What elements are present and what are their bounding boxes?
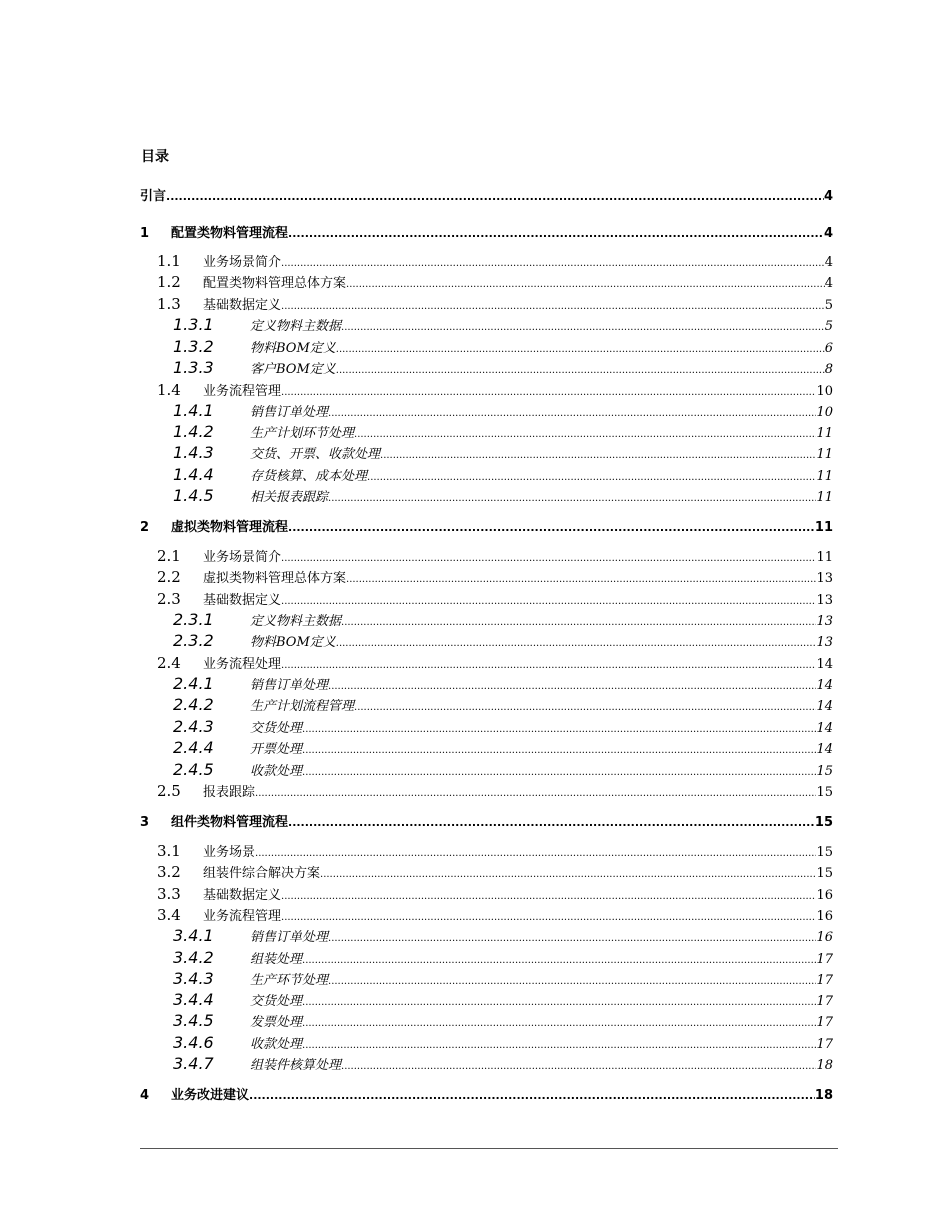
toc-entry-page: 11 bbox=[816, 447, 833, 462]
toc-dot-leader bbox=[166, 191, 824, 202]
toc-dot-leader bbox=[346, 280, 825, 290]
toc-dot-leader bbox=[281, 892, 816, 902]
toc-entry-title: 业务改进建议 bbox=[171, 1088, 250, 1103]
toc-entry-page: 18 bbox=[816, 1058, 833, 1073]
toc-dot-leader bbox=[328, 682, 816, 692]
toc-entry-number: 1.3.2 bbox=[173, 337, 214, 356]
toc-dot-leader bbox=[341, 618, 816, 628]
toc-entry-title: 业务场景简介 bbox=[203, 550, 282, 565]
toc-entry[interactable] bbox=[157, 884, 833, 903]
toc-dot-leader bbox=[380, 451, 816, 461]
toc-dot-leader bbox=[288, 228, 824, 239]
toc-dot-leader bbox=[336, 639, 817, 649]
toc-entry-number: 3.4.1 bbox=[173, 926, 214, 945]
toc-entry-page: 17 bbox=[816, 973, 833, 988]
toc-dot-leader bbox=[302, 998, 816, 1008]
toc-entry-number: 3.4.4 bbox=[173, 990, 214, 1009]
toc-entry-number: 2.4.3 bbox=[173, 717, 214, 736]
toc-entry[interactable] bbox=[173, 486, 833, 505]
toc-entry-page: 13 bbox=[816, 614, 833, 629]
toc-entry-number: 1 bbox=[140, 226, 150, 241]
toc-entry-page: 15 bbox=[816, 866, 833, 881]
toc-entry-page: 13 bbox=[816, 635, 833, 650]
toc-entry[interactable] bbox=[157, 905, 833, 924]
toc-dot-leader bbox=[302, 768, 816, 778]
toc-entry-title: 销售订单处理 bbox=[250, 678, 329, 693]
toc-entry-title: 交货、开票、收款处理 bbox=[250, 447, 381, 462]
toc-entry-title: 销售订单处理 bbox=[250, 930, 329, 945]
toc-entry-number: 2.4.5 bbox=[173, 760, 214, 779]
toc-entry[interactable] bbox=[157, 567, 833, 586]
footer-rule bbox=[140, 1148, 838, 1149]
toc-dot-leader bbox=[354, 703, 816, 713]
toc-entry-number: 3 bbox=[140, 815, 150, 830]
toc-entry-title: 配置类物料管理总体方案 bbox=[203, 276, 347, 291]
toc-entry-title: 业务场景 bbox=[203, 845, 256, 860]
toc-dot-leader bbox=[281, 554, 816, 564]
toc-dot-leader bbox=[288, 522, 815, 533]
toc-entry-title: 收款处理 bbox=[250, 1037, 303, 1052]
toc-entry[interactable] bbox=[173, 358, 833, 377]
toc-entry-number: 2 bbox=[140, 520, 150, 535]
toc-dot-leader bbox=[302, 1041, 816, 1051]
toc-entry[interactable] bbox=[157, 653, 833, 672]
toc-entry-number: 2.3 bbox=[157, 590, 181, 608]
toc-entry-number: 2.4.1 bbox=[173, 674, 214, 693]
toc-entry-title: 组件类物料管理流程 bbox=[171, 815, 289, 830]
toc-dot-leader bbox=[328, 494, 816, 504]
toc-entry-page: 4 bbox=[823, 226, 833, 241]
toc-dot-leader bbox=[320, 870, 816, 880]
toc-entry-number: 3.4.7 bbox=[173, 1054, 214, 1073]
toc-entry-title: 业务流程管理 bbox=[203, 909, 282, 924]
toc-entry[interactable] bbox=[157, 589, 833, 608]
toc-title: 目录 bbox=[141, 149, 169, 165]
toc-entry-page: 14 bbox=[816, 657, 833, 672]
toc-dot-leader bbox=[341, 323, 825, 333]
toc-entry-title: 收款处理 bbox=[250, 764, 303, 779]
toc-dot-leader bbox=[281, 597, 816, 607]
toc-entry[interactable] bbox=[157, 272, 833, 291]
toc-entry-title: 开票处理 bbox=[250, 742, 303, 757]
toc-dot-leader bbox=[249, 1090, 815, 1101]
toc-entry[interactable] bbox=[140, 1084, 833, 1103]
toc-entry-number: 2.3.2 bbox=[173, 631, 214, 650]
toc-entry-number: 3.4 bbox=[157, 906, 181, 924]
toc-entry-page: 10 bbox=[816, 384, 833, 399]
toc-entry-number: 2.2 bbox=[157, 568, 181, 586]
toc-entry[interactable] bbox=[173, 422, 833, 441]
toc-entry-page: 6 bbox=[824, 341, 833, 356]
toc-entry-title: 相关报表跟踪 bbox=[250, 490, 329, 505]
toc-entry-page: 11 bbox=[814, 520, 833, 535]
toc-entry-title: 虚拟类物料管理流程 bbox=[171, 520, 289, 535]
toc-entry-number: 1.4.5 bbox=[173, 486, 214, 505]
toc-entry-page: 5 bbox=[824, 319, 833, 334]
toc-entry[interactable] bbox=[173, 610, 833, 629]
toc-entry[interactable] bbox=[157, 251, 833, 270]
toc-entry[interactable] bbox=[173, 969, 833, 988]
toc-entry-page: 4 bbox=[824, 255, 833, 270]
toc-entry-number: 2.4.2 bbox=[173, 695, 214, 714]
toc-entry[interactable] bbox=[140, 516, 833, 535]
toc-entry[interactable] bbox=[173, 1054, 833, 1073]
toc-entry[interactable] bbox=[173, 337, 833, 356]
toc-dot-leader bbox=[302, 1019, 816, 1029]
toc-entry[interactable] bbox=[157, 294, 833, 313]
toc-entry-number: 1.1 bbox=[157, 252, 181, 270]
toc-entry-title: 生产环节处理 bbox=[250, 973, 329, 988]
toc-entry-number: 3.1 bbox=[157, 842, 181, 860]
toc-entry-title: 交货处理 bbox=[250, 994, 303, 1009]
toc-entry-title: 业务场景简介 bbox=[203, 255, 282, 270]
toc-entry-title: 定义物料主数据 bbox=[250, 614, 342, 629]
toc-entry-number: 2.4.4 bbox=[173, 738, 214, 757]
toc-entry-title: 组装件综合解决方案 bbox=[203, 866, 321, 881]
toc-entry-page: 16 bbox=[816, 930, 833, 945]
toc-entry[interactable] bbox=[140, 222, 833, 241]
toc-dot-leader bbox=[328, 977, 816, 987]
toc-entry-page: 16 bbox=[816, 909, 833, 924]
toc-entry-number: 1.3.1 bbox=[173, 315, 214, 334]
toc-entry[interactable] bbox=[173, 631, 833, 650]
toc-entry-number: 1.4.3 bbox=[173, 443, 214, 462]
toc-entry-number: 1.4.4 bbox=[173, 465, 214, 484]
toc-dot-leader bbox=[281, 661, 816, 671]
toc-dot-leader bbox=[302, 746, 816, 756]
toc-entry-number: 1.4 bbox=[157, 381, 181, 399]
toc-entry-page: 14 bbox=[816, 721, 833, 736]
toc-entry[interactable] bbox=[157, 380, 833, 399]
toc-entry-number: 3.2 bbox=[157, 863, 181, 881]
toc-entry-number: 4 bbox=[140, 1088, 150, 1103]
toc-entry-title: 销售订单处理 bbox=[250, 405, 329, 420]
toc-entry-page: 4 bbox=[823, 189, 833, 204]
toc-dot-leader bbox=[255, 849, 816, 859]
toc-entry-number: 3.4.6 bbox=[173, 1033, 214, 1052]
toc-entry-page: 15 bbox=[816, 764, 833, 779]
toc-dot-leader bbox=[281, 259, 825, 269]
toc-entry[interactable] bbox=[173, 695, 833, 714]
toc-dot-leader bbox=[302, 956, 816, 966]
toc-entry-title: 发票处理 bbox=[250, 1015, 303, 1030]
toc-entry-title: 物料BOM定义 bbox=[250, 341, 336, 356]
toc-entry-title: 引言 bbox=[140, 189, 167, 204]
toc-dot-leader bbox=[281, 388, 816, 398]
toc-entry-title: 存货核算、成本处理 bbox=[250, 469, 368, 484]
toc-entry-number: 3.4.5 bbox=[173, 1011, 214, 1030]
toc-dot-leader bbox=[336, 345, 825, 355]
toc-dot-leader bbox=[302, 725, 816, 735]
toc-entry-title: 业务流程处理 bbox=[203, 657, 282, 672]
toc-entry-page: 8 bbox=[824, 362, 833, 377]
toc-entry-number: 2.3.1 bbox=[173, 610, 214, 629]
toc-entry-number: 3.4.3 bbox=[173, 969, 214, 988]
toc-entry-page: 11 bbox=[816, 469, 833, 484]
toc-dot-leader bbox=[281, 913, 816, 923]
toc-entry-page: 11 bbox=[816, 426, 833, 441]
toc-entry[interactable] bbox=[173, 1011, 833, 1030]
toc-entry[interactable] bbox=[173, 717, 833, 736]
toc-entry-title: 物料BOM定义 bbox=[250, 635, 336, 650]
toc-dot-leader bbox=[367, 473, 816, 483]
toc-dot-leader bbox=[328, 934, 816, 944]
toc-entry-number: 2.5 bbox=[157, 782, 181, 800]
toc-entry-number: 3.4.2 bbox=[173, 948, 214, 967]
toc-entry-title: 客户BOM定义 bbox=[250, 362, 336, 377]
toc-dot-leader bbox=[346, 575, 816, 585]
toc-entry-number: 1.2 bbox=[157, 273, 181, 291]
toc-entry-page: 15 bbox=[814, 815, 833, 830]
toc-entry-title: 组装处理 bbox=[250, 952, 303, 967]
toc-entry[interactable] bbox=[173, 465, 833, 484]
toc-dot-leader bbox=[341, 1062, 816, 1072]
toc-entry[interactable] bbox=[173, 443, 833, 462]
toc-dot-leader bbox=[255, 789, 816, 799]
toc-dot-leader bbox=[336, 366, 825, 376]
toc-entry[interactable] bbox=[157, 862, 833, 881]
toc-entry-page: 13 bbox=[816, 571, 833, 586]
toc-entry-title: 基础数据定义 bbox=[203, 888, 282, 903]
toc-entry-page: 17 bbox=[816, 994, 833, 1009]
toc-entry[interactable] bbox=[173, 948, 833, 967]
toc-entry-number: 2.1 bbox=[157, 547, 181, 565]
toc-dot-leader bbox=[354, 430, 816, 440]
toc-entry[interactable] bbox=[173, 315, 833, 334]
toc-entry-page: 11 bbox=[816, 550, 833, 565]
toc-entry-title: 组装件核算处理 bbox=[250, 1058, 342, 1073]
toc-dot-leader bbox=[288, 817, 815, 828]
toc-entry-number: 1.3 bbox=[157, 295, 181, 313]
toc-entry[interactable] bbox=[173, 401, 833, 420]
toc-entry-title: 生产计划环节处理 bbox=[250, 426, 355, 441]
toc-entry-page: 14 bbox=[816, 699, 833, 714]
toc-entry-page: 15 bbox=[816, 785, 833, 800]
toc-entry[interactable] bbox=[173, 738, 833, 757]
toc-entry-number: 2.4 bbox=[157, 654, 181, 672]
toc-dot-leader bbox=[328, 409, 816, 419]
toc-entry-title: 基础数据定义 bbox=[203, 593, 282, 608]
toc-entry[interactable] bbox=[173, 1033, 833, 1052]
toc-entry[interactable] bbox=[140, 185, 833, 204]
toc-entry-page: 11 bbox=[816, 490, 833, 505]
toc-entry[interactable] bbox=[173, 674, 833, 693]
toc-entry-title: 业务流程管理 bbox=[203, 384, 282, 399]
toc-entry[interactable] bbox=[157, 781, 833, 800]
toc-entry-page: 14 bbox=[816, 678, 833, 693]
toc-entry-title: 基础数据定义 bbox=[203, 298, 282, 313]
toc-entry-page: 13 bbox=[816, 593, 833, 608]
toc-entry-number: 1.4.2 bbox=[173, 422, 214, 441]
toc-entry-title: 定义物料主数据 bbox=[250, 319, 342, 334]
toc-entry-title: 虚拟类物料管理总体方案 bbox=[203, 571, 347, 586]
toc-entry-page: 14 bbox=[816, 742, 833, 757]
toc-entry-page: 17 bbox=[816, 1015, 833, 1030]
toc-entry-number: 1.4.1 bbox=[173, 401, 214, 420]
toc-entry[interactable] bbox=[173, 926, 833, 945]
toc-entry[interactable] bbox=[173, 990, 833, 1009]
toc-entry-page: 18 bbox=[814, 1088, 833, 1103]
toc-entry-number: 3.3 bbox=[157, 885, 181, 903]
toc-entry-title: 报表跟踪 bbox=[203, 785, 256, 800]
toc-entry[interactable] bbox=[173, 760, 833, 779]
toc-entry-page: 16 bbox=[816, 888, 833, 903]
toc-entry[interactable] bbox=[157, 841, 833, 860]
toc-entry-title: 配置类物料管理流程 bbox=[171, 226, 289, 241]
toc-entry-page: 10 bbox=[816, 405, 833, 420]
toc-entry-page: 17 bbox=[816, 1037, 833, 1052]
toc-entry-page: 17 bbox=[816, 952, 833, 967]
toc-entry[interactable] bbox=[157, 546, 833, 565]
toc-dot-leader bbox=[281, 302, 825, 312]
toc-entry-page: 4 bbox=[824, 276, 833, 291]
toc-entry-page: 15 bbox=[816, 845, 833, 860]
toc-entry-page: 5 bbox=[824, 298, 833, 313]
toc-entry-title: 生产计划流程管理 bbox=[250, 699, 355, 714]
toc-entry-number: 1.3.3 bbox=[173, 358, 214, 377]
toc-entry-title: 交货处理 bbox=[250, 721, 303, 736]
toc-entry[interactable] bbox=[140, 811, 833, 830]
